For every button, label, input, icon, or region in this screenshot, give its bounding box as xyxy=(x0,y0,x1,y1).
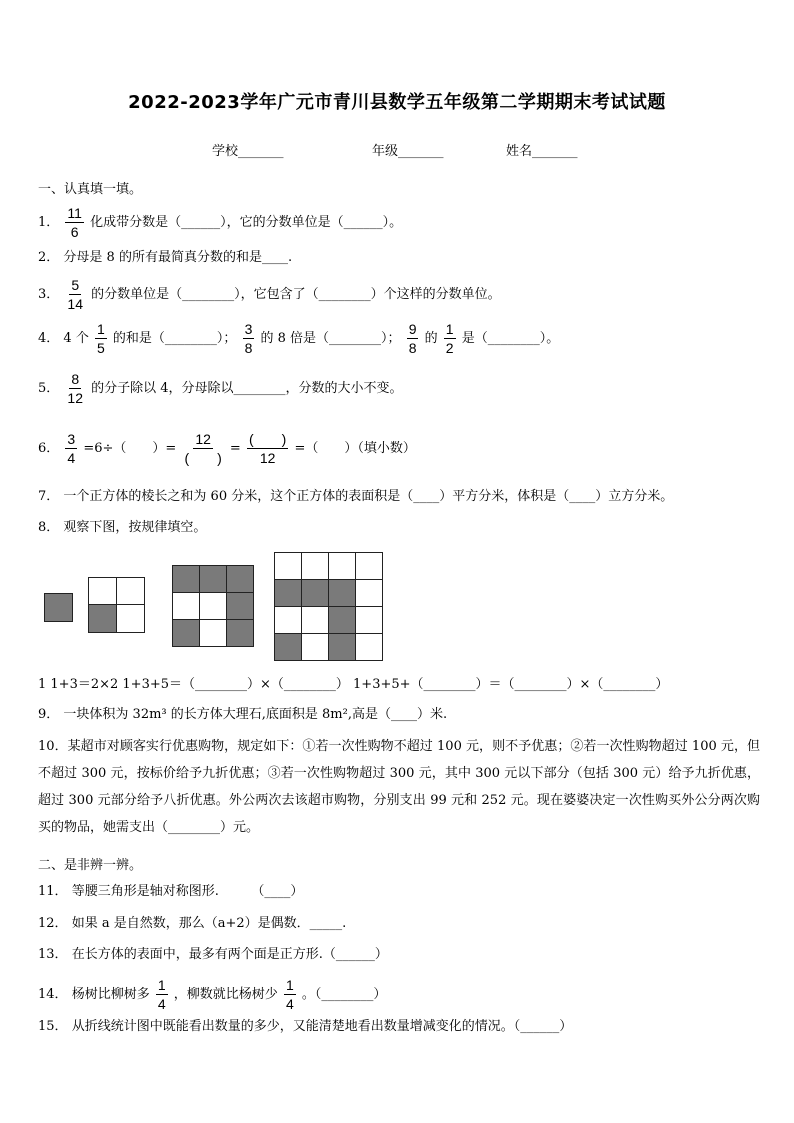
grid-cell xyxy=(355,606,383,634)
numerator: 1 xyxy=(285,977,294,993)
question-text: 等腰三角形是轴对称图形. （____） xyxy=(71,884,304,899)
question-3 xyxy=(38,276,501,313)
question-text: 某超市对顾客实行优惠购物，规定如下：①若一次性购物不超过 100 元，则不予优惠；②若一次性购物超过 100 元，但不超过 300 元，按标价给予九折优惠；③若一次性购物超过 300 元，其中 300 元以下部分（包括 300 元）给予九折优惠，超过 300 元部分给予八折优惠。外公两次去该超市购物，分别支出 99 元和 252 元。现在婆婆决定一次性购买外公分两次购买的物品，她需支出（________）元。 xyxy=(38,739,761,835)
text-part: 的和是（________）； xyxy=(112,331,237,346)
fraction xyxy=(65,204,84,241)
denominator: 8 xyxy=(244,340,253,356)
question-number: 15． xyxy=(38,1019,68,1034)
numerator: 5 xyxy=(71,277,80,293)
question-number: 8． xyxy=(38,520,60,535)
grid-cell-dark xyxy=(172,565,200,593)
fraction xyxy=(444,320,456,357)
denominator: 4 xyxy=(157,996,166,1012)
grid-cell xyxy=(274,552,302,580)
question-number: 4． xyxy=(38,331,60,346)
section-2-heading: 二、是非辨一辨。 xyxy=(38,858,143,873)
grid-cell xyxy=(274,606,302,634)
question-15 xyxy=(38,1017,572,1037)
grid-cell xyxy=(301,552,329,580)
text-part: 4 个 xyxy=(63,331,89,346)
fraction xyxy=(95,320,107,357)
grid-cell-dark xyxy=(274,579,302,607)
denominator: 5 xyxy=(96,340,105,356)
text-part: 。（________） xyxy=(301,987,387,1002)
question-number: 10． xyxy=(38,739,68,754)
denominator: ( ) xyxy=(184,450,222,466)
fraction xyxy=(182,430,223,467)
grid-cell xyxy=(355,633,383,661)
text-part: 的 xyxy=(424,331,438,346)
grid-cell xyxy=(355,579,383,607)
fraction xyxy=(284,976,296,1013)
question-11 xyxy=(38,882,303,902)
grid-cell-dark xyxy=(328,633,356,661)
numerator: ( ) xyxy=(248,431,287,447)
fraction xyxy=(156,976,168,1013)
question-6 xyxy=(38,430,416,467)
numerator: 8 xyxy=(71,371,80,387)
grid-cell-dark xyxy=(199,565,227,593)
grid-cell-dark xyxy=(301,579,329,607)
text-part: ，柳数就比杨树少 xyxy=(173,987,278,1002)
denominator: 2 xyxy=(445,340,454,356)
numerator: 3 xyxy=(244,321,253,337)
question-number: 6． xyxy=(38,441,60,456)
denominator: 4 xyxy=(67,450,76,466)
text-part: =（ ）（填小数） xyxy=(294,441,416,456)
question-10 xyxy=(38,733,760,841)
question-7 xyxy=(38,487,673,507)
question-number: 13． xyxy=(38,947,68,962)
grade-field: 年级_______ xyxy=(372,144,444,159)
numerator: 12 xyxy=(195,431,211,447)
grid-cell xyxy=(116,577,145,605)
question-text: 分母是 8 的所有最简真分数的和是____. xyxy=(63,250,293,265)
grid-cell xyxy=(199,592,227,620)
question-5 xyxy=(38,370,403,407)
grid-cell xyxy=(116,604,145,633)
grid-cell-dark xyxy=(44,593,73,622)
question-number: 5． xyxy=(38,381,60,396)
question-text: 的分子除以 4，分母除以________，分数的大小不变。 xyxy=(91,381,403,396)
grid-cell-dark xyxy=(328,579,356,607)
question-text: 一块体积为 32m³ 的长方体大理石,底面积是 8m²,高是（____）米. xyxy=(63,707,448,722)
denominator: 12 xyxy=(259,450,276,466)
question-number: 1． xyxy=(38,215,60,230)
numerator: 9 xyxy=(408,321,417,337)
question-text: 从折线统计图中既能看出数量的多少，又能清楚地看出数量增减变化的情况。（______） xyxy=(71,1019,573,1034)
question-number: 3． xyxy=(38,287,60,302)
question-8-formula: 1 1+3＝2×2 1+3+5＝（________）×（________） 1+3+5+（________）＝（________）×（________） xyxy=(38,677,669,692)
numerator: 1 xyxy=(96,321,105,337)
numerator: 1 xyxy=(157,977,166,993)
numerator: 1 xyxy=(445,321,454,337)
grid-cell xyxy=(328,552,356,580)
grid-cell xyxy=(172,592,200,620)
denominator: 8 xyxy=(408,340,417,356)
question-number: 14． xyxy=(38,987,68,1002)
denominator: 12 xyxy=(67,390,83,406)
equals-sign: = xyxy=(229,441,241,456)
grid-cell-dark xyxy=(226,592,254,620)
question-number: 2． xyxy=(38,250,60,265)
fraction xyxy=(407,320,419,357)
denominator: 14 xyxy=(67,296,83,312)
question-number: 7． xyxy=(38,489,60,504)
grid-cell xyxy=(301,633,329,661)
grid-cell-dark xyxy=(274,633,302,661)
text-part: =6÷（ ）= xyxy=(83,441,177,456)
school-field: 学校_______ xyxy=(212,144,284,159)
question-2 xyxy=(38,248,292,268)
grid-cell-dark xyxy=(172,619,200,647)
question-1 xyxy=(38,204,402,241)
question-number: 11． xyxy=(38,884,68,899)
question-text: 化成带分数是（______），它的分数单位是（______）。 xyxy=(90,215,403,230)
question-number: 12． xyxy=(38,916,68,931)
numerator: 11 xyxy=(67,205,82,221)
text-part: 杨树比柳树多 xyxy=(71,987,150,1002)
text-part: 的 8 倍是（________）； xyxy=(260,331,401,346)
grid-cell xyxy=(88,577,117,605)
fraction xyxy=(65,370,85,407)
question-4 xyxy=(38,320,559,357)
text-part: 是（________）。 xyxy=(461,331,560,346)
fraction xyxy=(243,320,255,357)
page-title: 2022-2023学年广元市青川县数学五年级第二学期期末考试试题 xyxy=(128,92,666,113)
question-13 xyxy=(38,945,388,965)
question-text: 观察下图，按规律填空。 xyxy=(63,520,207,535)
grid-cell xyxy=(199,619,227,647)
grid-cell xyxy=(301,606,329,634)
question-text: 在长方体的表面中，最多有两个面是正方形.（______） xyxy=(71,947,388,962)
question-12 xyxy=(38,914,346,934)
grid-cell-dark xyxy=(226,619,254,647)
question-number: 9． xyxy=(38,707,60,722)
fraction xyxy=(247,430,288,467)
section-1-heading: 一、认真填一填。 xyxy=(38,182,143,197)
grid-cell-dark xyxy=(88,604,117,633)
grid-cell-dark xyxy=(226,565,254,593)
question-8 xyxy=(38,518,206,538)
denominator: 6 xyxy=(70,224,79,240)
grid-cell xyxy=(355,552,383,580)
numerator: 3 xyxy=(67,431,76,447)
question-14 xyxy=(38,976,386,1013)
fraction xyxy=(65,430,77,467)
question-text: 一个正方体的棱长之和为 60 分米，这个正方体的表面积是（____）平方分米，体积是（____）立方分米。 xyxy=(63,489,674,504)
question-text: 的分数单位是（________），它包含了（________）个这样的分数单位。 xyxy=(91,287,501,302)
fraction xyxy=(65,276,85,313)
question-text: 如果 a 是自然数，那么（a+2）是偶数．_____. xyxy=(71,916,347,931)
grid-cell-dark xyxy=(328,606,356,634)
denominator: 4 xyxy=(285,996,294,1012)
name-field: 姓名_______ xyxy=(506,144,578,159)
question-9 xyxy=(38,705,447,725)
